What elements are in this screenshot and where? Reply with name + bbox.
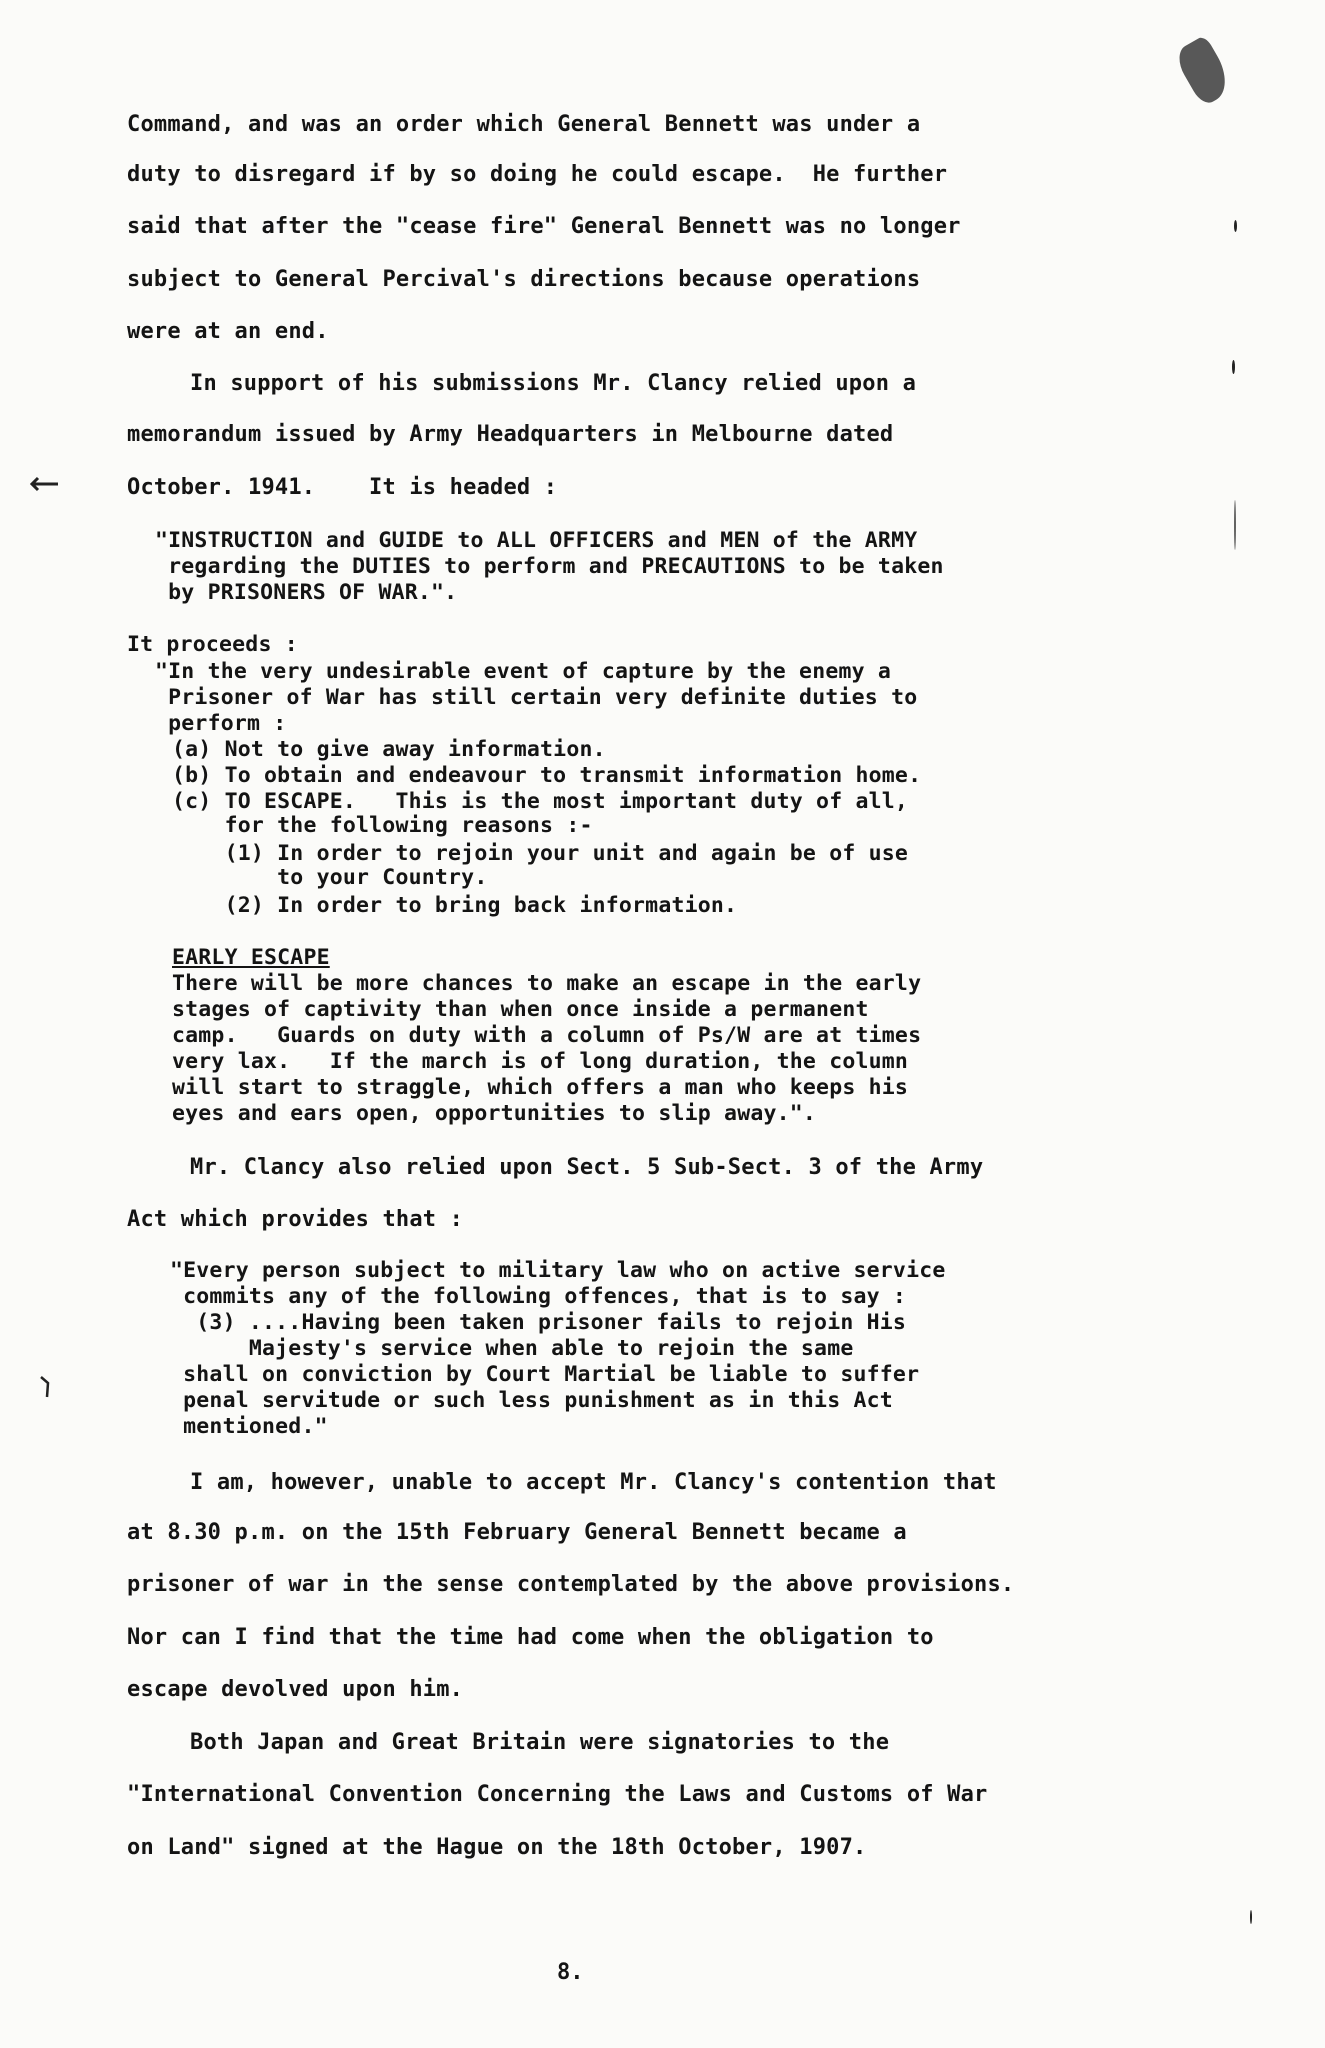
body-line: were at an end.: [127, 319, 329, 344]
body-line: "International Convention Concerning the Laws and Customs of War: [127, 1782, 988, 1807]
margin-tick-icon: [38, 1375, 52, 1399]
page-number: 8.: [557, 1960, 584, 1985]
quote-line: commits any of the following offences, that is to say :: [170, 1284, 907, 1309]
quote-line: for the following reasons :-: [172, 813, 593, 838]
body-line: In support of his submissions Mr. Clancy relied upon a: [190, 371, 917, 396]
body-line: escape devolved upon him.: [127, 1677, 464, 1702]
quote-line: (1) In order to rejoin your unit and again be of use: [172, 841, 909, 866]
quote-line: There will be more chances to make an escape in the early: [172, 971, 922, 996]
body-line: at 8.30 p.m. on the 15th February General Bennett became a: [127, 1520, 907, 1545]
quote-line: "INSTRUCTION and GUIDE to ALL OFFICERS and MEN of the ARMY: [155, 528, 918, 553]
quote-line: (c) TO ESCAPE. This is the most important duty of all,: [172, 789, 909, 814]
quote-line: stages of captivity than when once inside a permanent: [172, 997, 869, 1022]
scan-artifact: [1234, 500, 1236, 550]
quote-line: Prisoner of War has still certain very definite duties to: [155, 685, 918, 710]
quote-line: shall on conviction by Court Martial be liable to suffer: [170, 1362, 920, 1387]
scan-artifact: [1250, 1910, 1252, 1924]
body-line: on Land" signed at the Hague on the 18th October, 1907.: [127, 1835, 867, 1860]
quote-line: very lax. If the march is of long duration, the column: [172, 1049, 909, 1074]
quote-line: perform :: [155, 711, 287, 736]
body-line: October. 1941. It is headed :: [127, 475, 558, 500]
body-line: memorandum issued by Army Headquarters in Melbourne dated: [127, 422, 894, 447]
quote-line: camp. Guards on duty with a column of Ps/W are at times: [172, 1023, 922, 1048]
quote-line: eyes and ears open, opportunities to slip away.".: [172, 1101, 817, 1126]
body-line: Act which provides that :: [127, 1207, 464, 1232]
scan-artifact: [1172, 35, 1236, 108]
quote-line: (a) Not to give away information.: [172, 737, 606, 762]
body-line: duty to disregard if by so doing he could escape. He further: [127, 162, 948, 187]
quote-line: (b) To obtain and endeavour to transmit information home.: [172, 763, 922, 788]
quote-line: "In the very undesirable event of capture by the enemy a: [155, 659, 892, 684]
body-line: Mr. Clancy also relied upon Sect. 5 Sub-Sect. 3 of the Army: [190, 1155, 984, 1180]
scan-artifact: [1232, 360, 1235, 374]
quote-line: mentioned.": [170, 1414, 328, 1439]
body-line: Both Japan and Great Britain were signatories to the: [190, 1730, 890, 1755]
body-line: I am, however, unable to accept Mr. Clancy's contention that: [190, 1470, 997, 1495]
scan-artifact: [1234, 220, 1237, 232]
body-line: prisoner of war in the sense contemplated by the above provisions.: [127, 1572, 1015, 1597]
body-line: Command, and was an order which General Bennett was under a: [127, 112, 921, 137]
quote-line: (3) ....Having been taken prisoner fails to rejoin His: [170, 1310, 907, 1335]
quote-line: penal servitude or such less punishment as in this Act: [170, 1388, 893, 1413]
quote-line: "Every person subject to military law who on active service: [170, 1258, 946, 1283]
body-line: Nor can I find that the time had come when the obligation to: [127, 1625, 934, 1650]
body-line: subject to General Percival's directions because operations: [127, 267, 921, 292]
quote-line: regarding the DUTIES to perform and PRECAUTIONS to be taken: [155, 554, 944, 579]
proceeds-line: It proceeds :: [127, 632, 298, 657]
quote-line: (2) In order to bring back information.: [172, 893, 738, 918]
quote-line: will start to straggle, which offers a man who keeps his: [172, 1075, 909, 1100]
quote-line: to your Country.: [172, 865, 488, 890]
body-line: said that after the "cease fire" General Bennett was no longer: [127, 214, 961, 239]
margin-arrow-icon: [30, 476, 62, 492]
section-heading: EARLY ESCAPE: [172, 945, 330, 970]
quote-line: Majesty's service when able to rejoin the same: [170, 1336, 854, 1361]
quote-line: by PRISONERS OF WAR.".: [155, 580, 458, 605]
